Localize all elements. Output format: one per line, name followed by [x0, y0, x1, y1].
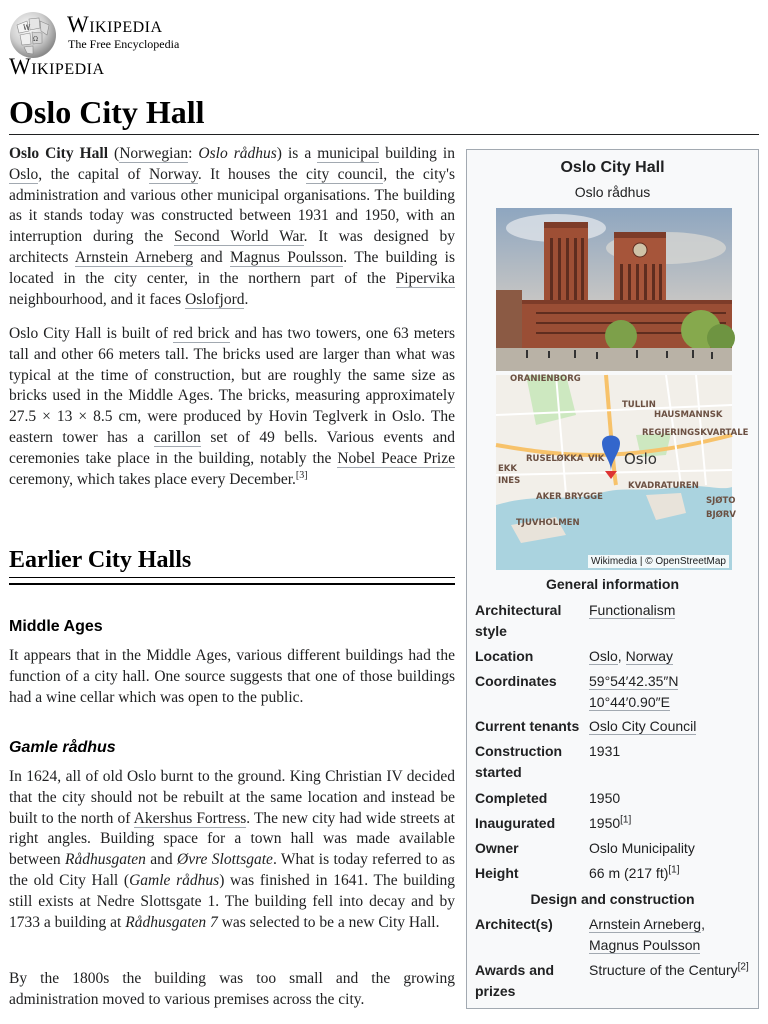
- infobox: Oslo City Hall Oslo rådhus ORANIENBORG TULLIN HAUSMANNSK REGJERINGSKVARTALE RUSELØKKA VIK Oslo EKK INES KVADRATUREN AKER BRYGGE SJØTO BJØRV TJUVHOLMEN Wikimedia | © OpenStreetMap General information Architectural style Functionalism Location Oslo, Norway Coordinates 59°54′42.35″N 10°44′0.90″E Current tenants Oslo City Council Construction started 1931 Completed 1950 Inaugurated 1950[1] Owner Oslo Municipality Height 66 m (217 ft)[1] Design and construction Architect(s) Arnstein Arneberg, Magnus Poulsson Awards and prizes Structure of the Century[2]: [466, 149, 759, 1009]
- middle-ages-paragraph: It appears that in the Middle Ages, various different buildings had the function of a city hall. One source suggests that one of those buildings had a wine cellar which was open to the public.: [9, 647, 455, 706]
- map-label: AKER BRYGGE: [536, 492, 603, 502]
- infobox-label: Location: [475, 648, 534, 664]
- infobox-label: Architect(s): [475, 916, 553, 932]
- link-arnstein-arneberg[interactable]: Arnstein Arneberg: [74, 248, 193, 266]
- link-openstreetmap[interactable]: OpenStreetMap: [655, 556, 726, 567]
- lead-term: Oslo City Hall: [9, 145, 109, 162]
- link-magnus-poulsson[interactable]: Magnus Poulsson: [230, 248, 344, 266]
- infobox-label: Current tenants: [475, 718, 580, 734]
- map-label-oslo: Oslo: [624, 450, 657, 468]
- native-name: Oslo rådhus: [198, 145, 277, 162]
- street-name: Øvre Slottsgate: [177, 851, 273, 869]
- link-carillon[interactable]: carillon: [153, 428, 201, 446]
- map-label: TULLIN: [622, 400, 656, 410]
- gamle-radhus-term: Gamle rådhus: [129, 871, 220, 889]
- link-norway[interactable]: Norway: [148, 165, 198, 183]
- subheading-middle-ages: Middle Ages: [9, 618, 103, 635]
- gamle-radhus-paragraph: In 1624, all of old Oslo burnt to the ground. King Christian IV decided that the city should not be rebuilt at the same location and instead be built to the north of Akershus Fortress. The new city had wide streets at right angles. Building space for a town hall was made available between Rådhusgaten and Øvre Slottsgate. What is today referred to as the old City Hall (Gamle rådhus) was finished in 1641. The building still exists at Nedre Slottsgate 1. The building fell into decay and by 1733 a building at Rådhusgaten 7 was selected to be a new City Hall.: [9, 768, 456, 931]
- link-akershus-fortress[interactable]: Akershus Fortress: [133, 809, 247, 827]
- wikipedia-globe-icon[interactable]: [9, 11, 57, 59]
- construction-paragraph: Oslo City Hall is built of red brick and has two towers, one 63 meters tall and other 66 meters tall. The bricks used are larger than what was typical at the time of construction, but are roughly the same size as bricks used in the Middle Ages. The bricks, measuring approximately 27.5 × 13 × 8.5 cm, were produced by Hovin Teglverk in Oslo. The eastern tower has a carillon set of 49 bells. Various events and ceremonies take place in the building, notably the Nobel Peace Prize ceremony, which takes place every December.[3]: [9, 325, 456, 488]
- map-label: BJØRV: [706, 510, 736, 520]
- link-municipal[interactable]: municipal: [317, 145, 380, 162]
- link-oslo-location[interactable]: Oslo: [589, 648, 618, 664]
- infobox-value: 1950: [589, 815, 621, 831]
- infobox-label: Height: [475, 865, 519, 881]
- wikipedia-tagline: The Free Encyclopedia: [68, 37, 180, 51]
- map-label: RUSELØKKA: [526, 454, 584, 464]
- link-oslo-city-council[interactable]: Oslo City Council: [589, 718, 697, 734]
- section-heading-earlier-city-halls: Earlier City Halls: [9, 547, 192, 573]
- infobox-label: Inaugurated: [475, 815, 556, 831]
- link-second-world-war[interactable]: Second World War: [174, 228, 304, 246]
- wikipedia-wordmark-secondary[interactable]: Wikipedia: [9, 54, 105, 79]
- map-label: REGJERINGSKVARTALE: [642, 428, 749, 438]
- map-label: EKK: [498, 464, 517, 474]
- infobox-subtitle: Oslo rådhus: [574, 184, 651, 200]
- subheading-gamle-radhus: Gamle rådhus: [9, 739, 116, 756]
- wikipedia-wordmark[interactable]: Wikipedia: [67, 12, 163, 37]
- map-label: SJØTO: [706, 496, 736, 506]
- infobox-section-design: Design and construction: [530, 891, 695, 907]
- map-label: TJUVHOLMEN: [516, 518, 580, 528]
- link-red-brick[interactable]: red brick: [173, 325, 230, 342]
- link-norwegian[interactable]: Norwegian: [119, 145, 189, 162]
- map-label: ORANIENBORG: [510, 374, 581, 384]
- infobox-label: Architectural style: [475, 602, 562, 639]
- link-arnstein-arneberg-infobox[interactable]: Arnstein Arneberg: [589, 916, 702, 932]
- link-magnus-poulsson-infobox[interactable]: Magnus Poulsson: [589, 937, 701, 953]
- map-label: HAUSMANNSK: [654, 410, 723, 420]
- reference-link[interactable]: [1]: [620, 814, 632, 826]
- map-attribution: Wikimedia | © OpenStreetMap: [588, 555, 729, 568]
- infobox-value: 1931: [589, 743, 621, 759]
- infobox-value: Structure of the Century: [589, 962, 738, 978]
- reference-link[interactable]: [3]: [295, 469, 308, 481]
- link-coordinates-lon[interactable]: 10°44′0.90″E: [589, 694, 670, 710]
- link-pipervika[interactable]: Pipervika: [395, 269, 455, 287]
- city-hall-photo[interactable]: [496, 208, 732, 371]
- street-name: Rådhusgaten: [65, 851, 146, 869]
- map-label: VIK: [588, 454, 605, 464]
- infobox-label: Construction started: [475, 743, 563, 780]
- infobox-value: Oslo Municipality: [589, 840, 695, 856]
- link-oslofjord[interactable]: Oslofjord: [185, 290, 245, 308]
- infobox-label: Owner: [475, 840, 519, 856]
- location-map[interactable]: [496, 374, 749, 570]
- infobox-label: Awards and prizes: [475, 962, 555, 999]
- reference-link[interactable]: [1]: [668, 864, 680, 876]
- section-divider-thick: [9, 583, 455, 585]
- link-nobel-peace-prize[interactable]: Nobel Peace Prize: [337, 449, 455, 467]
- infobox-value: 1950: [589, 790, 621, 806]
- map-label: INES: [498, 476, 521, 486]
- 1800s-paragraph: By the 1800s the building was too small and the growing administration moved to various premises across the city.: [9, 970, 455, 1008]
- section-divider: [9, 577, 455, 578]
- infobox-value: 66 m (217 ft): [589, 865, 669, 881]
- link-oslo[interactable]: Oslo: [9, 165, 39, 183]
- intro-paragraph: Oslo City Hall (Norwegian: Oslo rådhus) is a municipal building in Oslo, the capital of Norway. It houses the city council, the city's administration and various other municipal organisations. The building as it stands today was constructed between 1931 and 1950, with an interruption during the Second World War. It was designed by architects Arnstein Arneberg and Magnus Poulsson. The building is located in the city center, in the northern part of the Pipervika neighbourhood, and it faces Oslofjord.: [9, 145, 455, 308]
- street-name: Rådhusgaten 7: [125, 913, 218, 931]
- link-norway-location[interactable]: Norway: [625, 648, 674, 664]
- link-wikimedia[interactable]: Wikimedia: [590, 556, 638, 567]
- link-coordinates-lat[interactable]: 59°54′42.35″N: [589, 673, 679, 689]
- map-label: KVADRATUREN: [628, 481, 699, 491]
- infobox-title: Oslo City Hall: [560, 159, 665, 176]
- infobox-label: Completed: [475, 790, 548, 806]
- svg-text:Ω: Ω: [33, 36, 38, 43]
- link-city-council[interactable]: city council: [306, 165, 384, 183]
- svg-text:W: W: [23, 24, 31, 32]
- page-title: Oslo City Hall: [9, 94, 205, 130]
- title-divider: [9, 134, 759, 135]
- link-functionalism[interactable]: Functionalism: [589, 602, 676, 618]
- reference-link[interactable]: [2]: [737, 961, 749, 973]
- infobox-label: Coordinates: [475, 673, 557, 689]
- infobox-section-general: General information: [545, 576, 680, 592]
